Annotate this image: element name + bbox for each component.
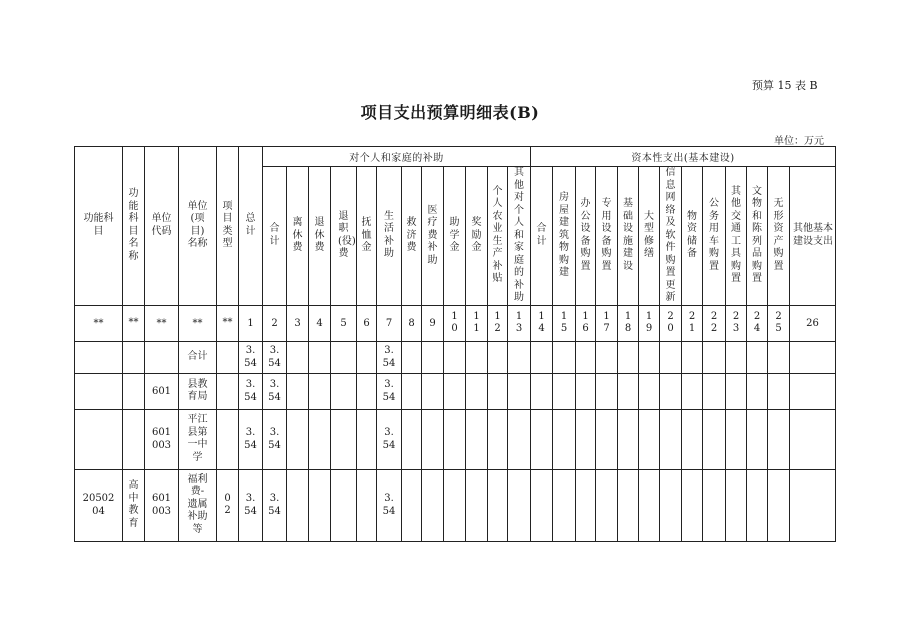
index-cell: 18 <box>618 305 639 341</box>
index-cell: 19 <box>639 305 660 341</box>
header-other-transport: 其他交通工具购置 <box>726 167 747 306</box>
header-other-personal: 其他对个人和家庭的补助 <box>508 167 531 306</box>
header-intangible-assets: 无形资产购置 <box>768 167 790 306</box>
index-cell: 26 <box>790 305 836 341</box>
cell-type: 02 <box>217 469 239 541</box>
index-cell: ** <box>145 305 179 341</box>
cell-total: 3.54 <box>239 469 263 541</box>
index-cell: 5 <box>331 305 357 341</box>
cell-personal-sum: 3.54 <box>263 409 287 469</box>
cell-living-subsidy: 3.54 <box>377 409 402 469</box>
cell-name: 县教育局 <box>179 373 217 409</box>
index-cell: ** <box>179 305 217 341</box>
index-cell: 3 <box>287 305 309 341</box>
index-cell: 16 <box>576 305 596 341</box>
header-capital-sum: 合计 <box>531 167 553 306</box>
cell-personal-sum: 3.54 <box>263 469 287 541</box>
cell-func-name: 高中教育 <box>123 469 145 541</box>
table-row <box>75 373 836 409</box>
header-other-construction: 其他基本建设支出 <box>790 167 836 306</box>
header-pension: 抚恤金 <box>357 167 377 306</box>
index-row <box>75 305 836 341</box>
cell-code: 601 <box>145 373 179 409</box>
header-agri-subsidy: 个人农业生产补贴 <box>488 167 508 306</box>
index-cell: 10 <box>444 305 466 341</box>
header-special-equipment: 专用设备购置 <box>596 167 618 306</box>
cell-code <box>145 341 179 373</box>
index-cell: 17 <box>596 305 618 341</box>
index-cell: 12 <box>488 305 508 341</box>
cell-total: 3.54 <box>239 341 263 373</box>
index-cell: 15 <box>553 305 576 341</box>
header-material-reserve: 物资储备 <box>682 167 703 306</box>
header-cultural-relics: 文物和陈列品购置 <box>747 167 768 306</box>
header-office-equipment: 办公设备购置 <box>576 167 596 306</box>
cell-func-name <box>123 341 145 373</box>
cell-name: 福利费-遗属补助等 <box>179 469 217 541</box>
index-cell: ** <box>217 305 239 341</box>
header-func-subject-name: 功能科目名称 <box>123 147 145 306</box>
index-cell: 4 <box>309 305 331 341</box>
header-resignation: 退职(役)费 <box>331 167 357 306</box>
table-row <box>75 409 836 469</box>
cell-name: 合计 <box>179 341 217 373</box>
index-cell: 14 <box>531 305 553 341</box>
table-number: 预算 15 表 B <box>752 79 818 92</box>
index-cell: 6 <box>357 305 377 341</box>
header-it-software: 信息网络及软件购置更新 <box>660 167 682 306</box>
header-personal-sum: 合计 <box>263 167 287 306</box>
index-cell: 25 <box>768 305 790 341</box>
cell-func: 2050204 <box>75 469 123 541</box>
index-cell: 11 <box>466 305 488 341</box>
cell-total: 3.54 <box>239 409 263 469</box>
table-row <box>75 469 836 541</box>
cell-type <box>217 409 239 469</box>
header-retirement-tuixiu: 退休费 <box>309 167 331 306</box>
cell-func <box>75 409 123 469</box>
cell-personal-sum: 3.54 <box>263 341 287 373</box>
index-cell: 20 <box>660 305 682 341</box>
header-living-subsidy: 生活补助 <box>377 167 402 306</box>
header-official-vehicle: 公务用车购置 <box>703 167 726 306</box>
header-infrastructure: 基础设施建设 <box>618 167 639 306</box>
cell-living-subsidy: 3.54 <box>377 469 402 541</box>
cell-living-subsidy: 3.54 <box>377 373 402 409</box>
cell-type <box>217 373 239 409</box>
index-cell: 13 <box>508 305 531 341</box>
header-unit-code: 单位代码 <box>145 147 179 306</box>
index-cell: 2 <box>263 305 287 341</box>
header-student-aid: 助学金 <box>444 167 466 306</box>
index-cell: 7 <box>377 305 402 341</box>
cell-name: 平江县第一中学 <box>179 409 217 469</box>
unit-label: 单位：万元 <box>774 136 824 147</box>
index-cell: 23 <box>726 305 747 341</box>
cell-code: 601003 <box>145 469 179 541</box>
header-major-repair: 大型修缮 <box>639 167 660 306</box>
header-unit-name: 单位(项目)名称 <box>179 147 217 306</box>
index-cell: 21 <box>682 305 703 341</box>
page-title: 项目支出预算明细表(B) <box>360 103 540 122</box>
index-cell: 1 <box>239 305 263 341</box>
cell-func <box>75 373 123 409</box>
index-cell: ** <box>75 305 123 341</box>
budget-table <box>74 146 836 542</box>
header-medical-subsidy: 医疗费补助 <box>422 167 444 306</box>
cell-personal-sum: 3.54 <box>263 373 287 409</box>
header-group-capital: 资本性支出(基本建设) <box>531 147 836 167</box>
header-project-type: 项目类型 <box>217 147 239 306</box>
cell-code: 601003 <box>145 409 179 469</box>
cell-living-subsidy: 3.54 <box>377 341 402 373</box>
cell-type <box>217 341 239 373</box>
header-relief: 救济费 <box>402 167 422 306</box>
header-building: 房屋建筑物购建 <box>553 167 576 306</box>
header-total: 总计 <box>239 147 263 306</box>
cell-total: 3.54 <box>239 373 263 409</box>
cell-func <box>75 341 123 373</box>
header-retirement-lixiu: 离休费 <box>287 167 309 306</box>
cell-func-name <box>123 409 145 469</box>
index-cell: 24 <box>747 305 768 341</box>
index-cell: 8 <box>402 305 422 341</box>
index-cell: 22 <box>703 305 726 341</box>
index-cell: 9 <box>422 305 444 341</box>
cell-func-name <box>123 373 145 409</box>
header-func-subject: 功能科目 <box>75 147 123 306</box>
table-row <box>75 341 836 373</box>
index-cell: ** <box>123 305 145 341</box>
header-group-personal: 对个人和家庭的补助 <box>263 147 531 167</box>
header-reward: 奖励金 <box>466 167 488 306</box>
